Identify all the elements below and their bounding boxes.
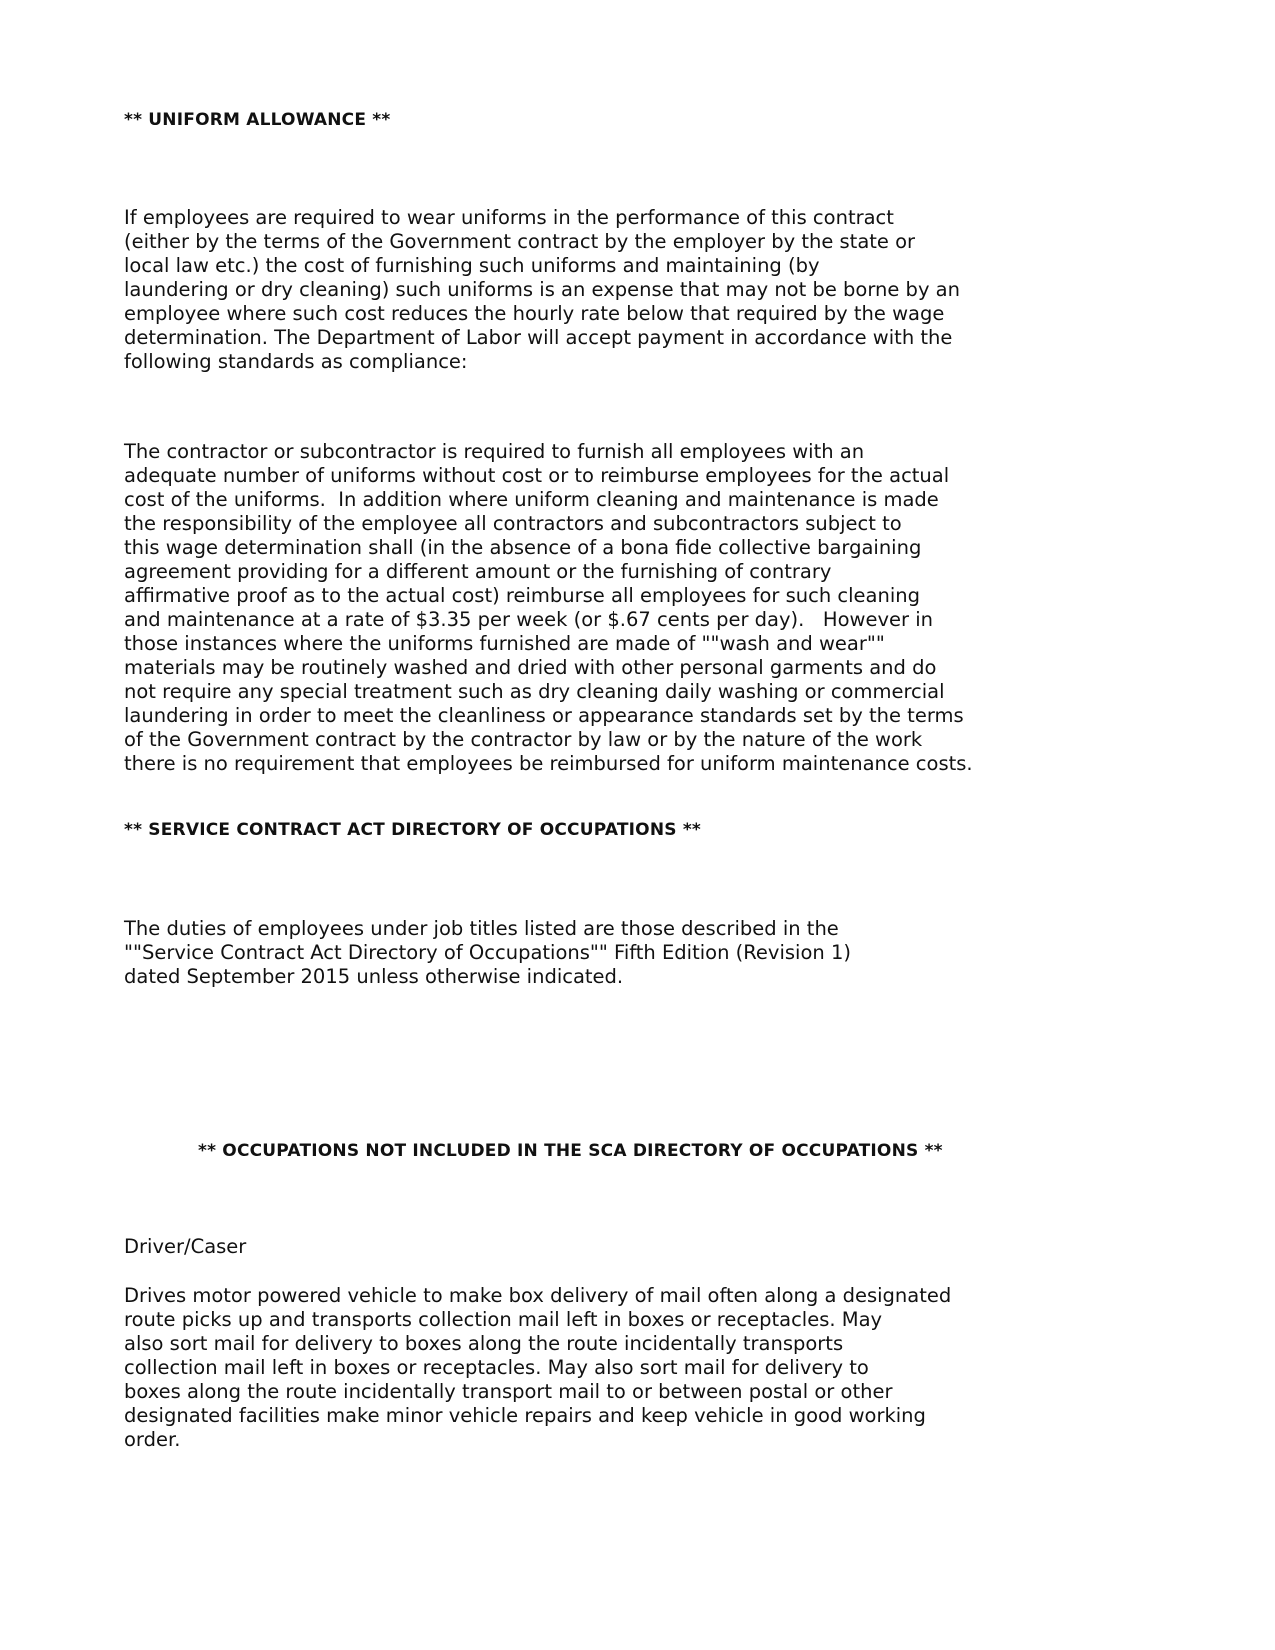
text-line: laundering in order to meet the cleanliness or appearance standards set by the terms (124, 704, 964, 727)
text-line: the responsibility of the employee all contractors and subcontractors subject to (124, 512, 902, 535)
text-line: The contractor or subcontractor is required to furnish all employees with an (124, 440, 865, 463)
text-line: not require any special treatment such as dry cleaning daily washing or commercial (124, 680, 945, 703)
text-line: and maintenance at a rate of $3.35 per week (or $.67 cents per day). However in (124, 608, 934, 631)
uniform-paragraph-1 (124, 206, 960, 374)
uniform-paragraph-2 (124, 440, 973, 776)
text-line: agreement providing for a different amount or the furnishing of contrary (124, 560, 832, 583)
text-line: route picks up and transports collection mail left in boxes or receptacles. May (124, 1308, 883, 1331)
text-line: (either by the terms of the Government contract by the employer by the state or (124, 230, 916, 253)
text-line: order. (124, 1428, 181, 1451)
text-line: materials may be routinely washed and dried with other personal garments and do (124, 656, 937, 679)
text-line: designated facilities make minor vehicle repairs and keep vehicle in good working (124, 1404, 926, 1427)
text-line: ""Service Contract Act Directory of Occupations"" Fifth Edition (Revision 1) (124, 941, 851, 964)
text-line: The duties of employees under job titles listed are those described in the (124, 917, 839, 940)
text-line: there is no requirement that employees be reimbursed for uniform maintenance costs. (124, 752, 973, 775)
text-line: Drives motor powered vehicle to make box delivery of mail often along a designated (124, 1284, 952, 1307)
text-line: following standards as compliance: (124, 350, 468, 373)
text-line: collection mail left in boxes or receptacles. May also sort mail for delivery to (124, 1356, 869, 1379)
text-line: cost of the uniforms. In addition where uniform cleaning and maintenance is made (124, 488, 939, 511)
text-line: also sort mail for delivery to boxes along the route incidentally transports (124, 1332, 844, 1355)
text-line: adequate number of uniforms without cost or to reimburse employees for the actual (124, 464, 950, 487)
text-line: of the Government contract by the contractor by law or by the nature of the work (124, 728, 923, 751)
text-line: dated September 2015 unless otherwise indicated. (124, 965, 624, 988)
text-line: boxes along the route incidentally transport mail to or between postal or other (124, 1380, 893, 1403)
not-included-heading: ** OCCUPATIONS NOT INCLUDED IN THE SCA DIRECTORY OF OCCUPATIONS ** (198, 1141, 943, 1161)
text-line: determination. The Department of Labor will accept payment in accordance with the (124, 326, 953, 349)
text-line: this wage determination shall (in the absence of a bona fide collective bargaining (124, 536, 922, 559)
uniform-allowance-heading: ** UNIFORM ALLOWANCE ** (124, 110, 391, 130)
text-line: local law etc.) the cost of furnishing such uniforms and maintaining (by (124, 254, 820, 277)
driver-caser-title: Driver/Caser (124, 1235, 247, 1258)
driver-caser-description (124, 1284, 951, 1452)
directory-paragraph (124, 917, 851, 989)
text-line: employee where such cost reduces the hourly rate below that required by the wage (124, 302, 945, 325)
directory-heading: ** SERVICE CONTRACT ACT DIRECTORY OF OCCUPATIONS ** (124, 820, 701, 840)
text-line: those instances where the uniforms furnished are made of ""wash and wear"" (124, 632, 885, 655)
text-line: laundering or dry cleaning) such uniforms is an expense that may not be borne by an (124, 278, 960, 301)
text-line: If employees are required to wear uniforms in the performance of this contract (124, 206, 894, 229)
text-line: affirmative proof as to the actual cost) reimburse all employees for such cleaning (124, 584, 921, 607)
